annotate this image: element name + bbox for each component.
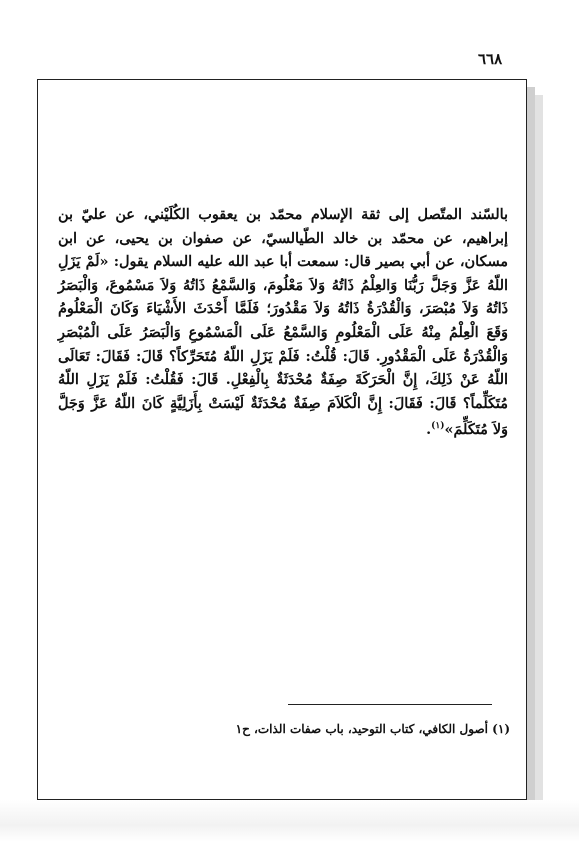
footnote: (١) أصول الكافي، كتاب التوحيد، باب صفات الذات، ح١ <box>235 722 510 736</box>
scan-background <box>0 800 579 842</box>
page-number: ٦٦٨ <box>478 50 503 68</box>
footnote-reference: (١) <box>431 421 445 432</box>
hadith-paragraph <box>58 203 508 442</box>
end-punctuation: . <box>426 421 432 439</box>
hadith-text: بالسّند المتّصل إلى ثقة الإسلام محمّد بن يعقوب الكُلَيْني، عن عليّ بن إبراهيم، عن محمّد بن خالد الطّيالسيّ، عن صفوان بن يحيى، عن ابن مسكان، عن أبي بصير قال: سمعت أبا عبد الله عليه السلام يقول: «لَمْ يَزَلِ اللّهُ عَزَّ وَجَلَّ رَبُّنَا وَالعِلْمُ ذَاتُهُ وَلاَ مَعْلُومَ، وَالسَّمْعُ ذَاتُهُ وَلاَ مَسْمُوعَ، وَالْبَصَرُ ذَاتُهُ وَلاَ مُبْصَرَ، وَالْقُدْرَةُ ذَاتُهُ وَلاَ مَقْدُورَ؛ فَلَمَّا أَحْدَثَ الأَشْيَاءَ وَكَانَ الْمَعْلُومُ وَقَعَ الْعِلْمُ مِنْهُ عَلَى الْمَعْلُومِ وَالسَّمْعُ عَلَى الْمَسْمُوعِ وَالْبَصَرُ عَلَى الْمُبْصَرِ وَالْقُدْرَةُ عَلَى الْمَقْدُورِ. قَالَ: قُلْتُ: فَلَمْ يَزَلِ اللّهُ مُتَحَرِّكاً؟ قَالَ: فَقَالَ: تَعَالَى اللّهُ عَنْ ذَلِكَ، إِنَّ الْحَرَكَةَ صِفَةٌ مُحْدَثَةٌ بِالْفِعْلِ. قَالَ: فَقُلْتُ: فَلَمْ يَزَلِ اللّهُ مُتَكَلِّماً؟ قَالَ: فَقَالَ: إِنَّ الْكَلاَمَ صِفَةٌ مُحْدَثَةٌ لَيْسَتْ بِأَزَلِيَّةٍ كَانَ اللّهُ عَزَّ وَجَلَّ وَلاَ مُتَكَلِّمَ» <box>58 206 508 439</box>
footnote-separator <box>288 704 492 705</box>
